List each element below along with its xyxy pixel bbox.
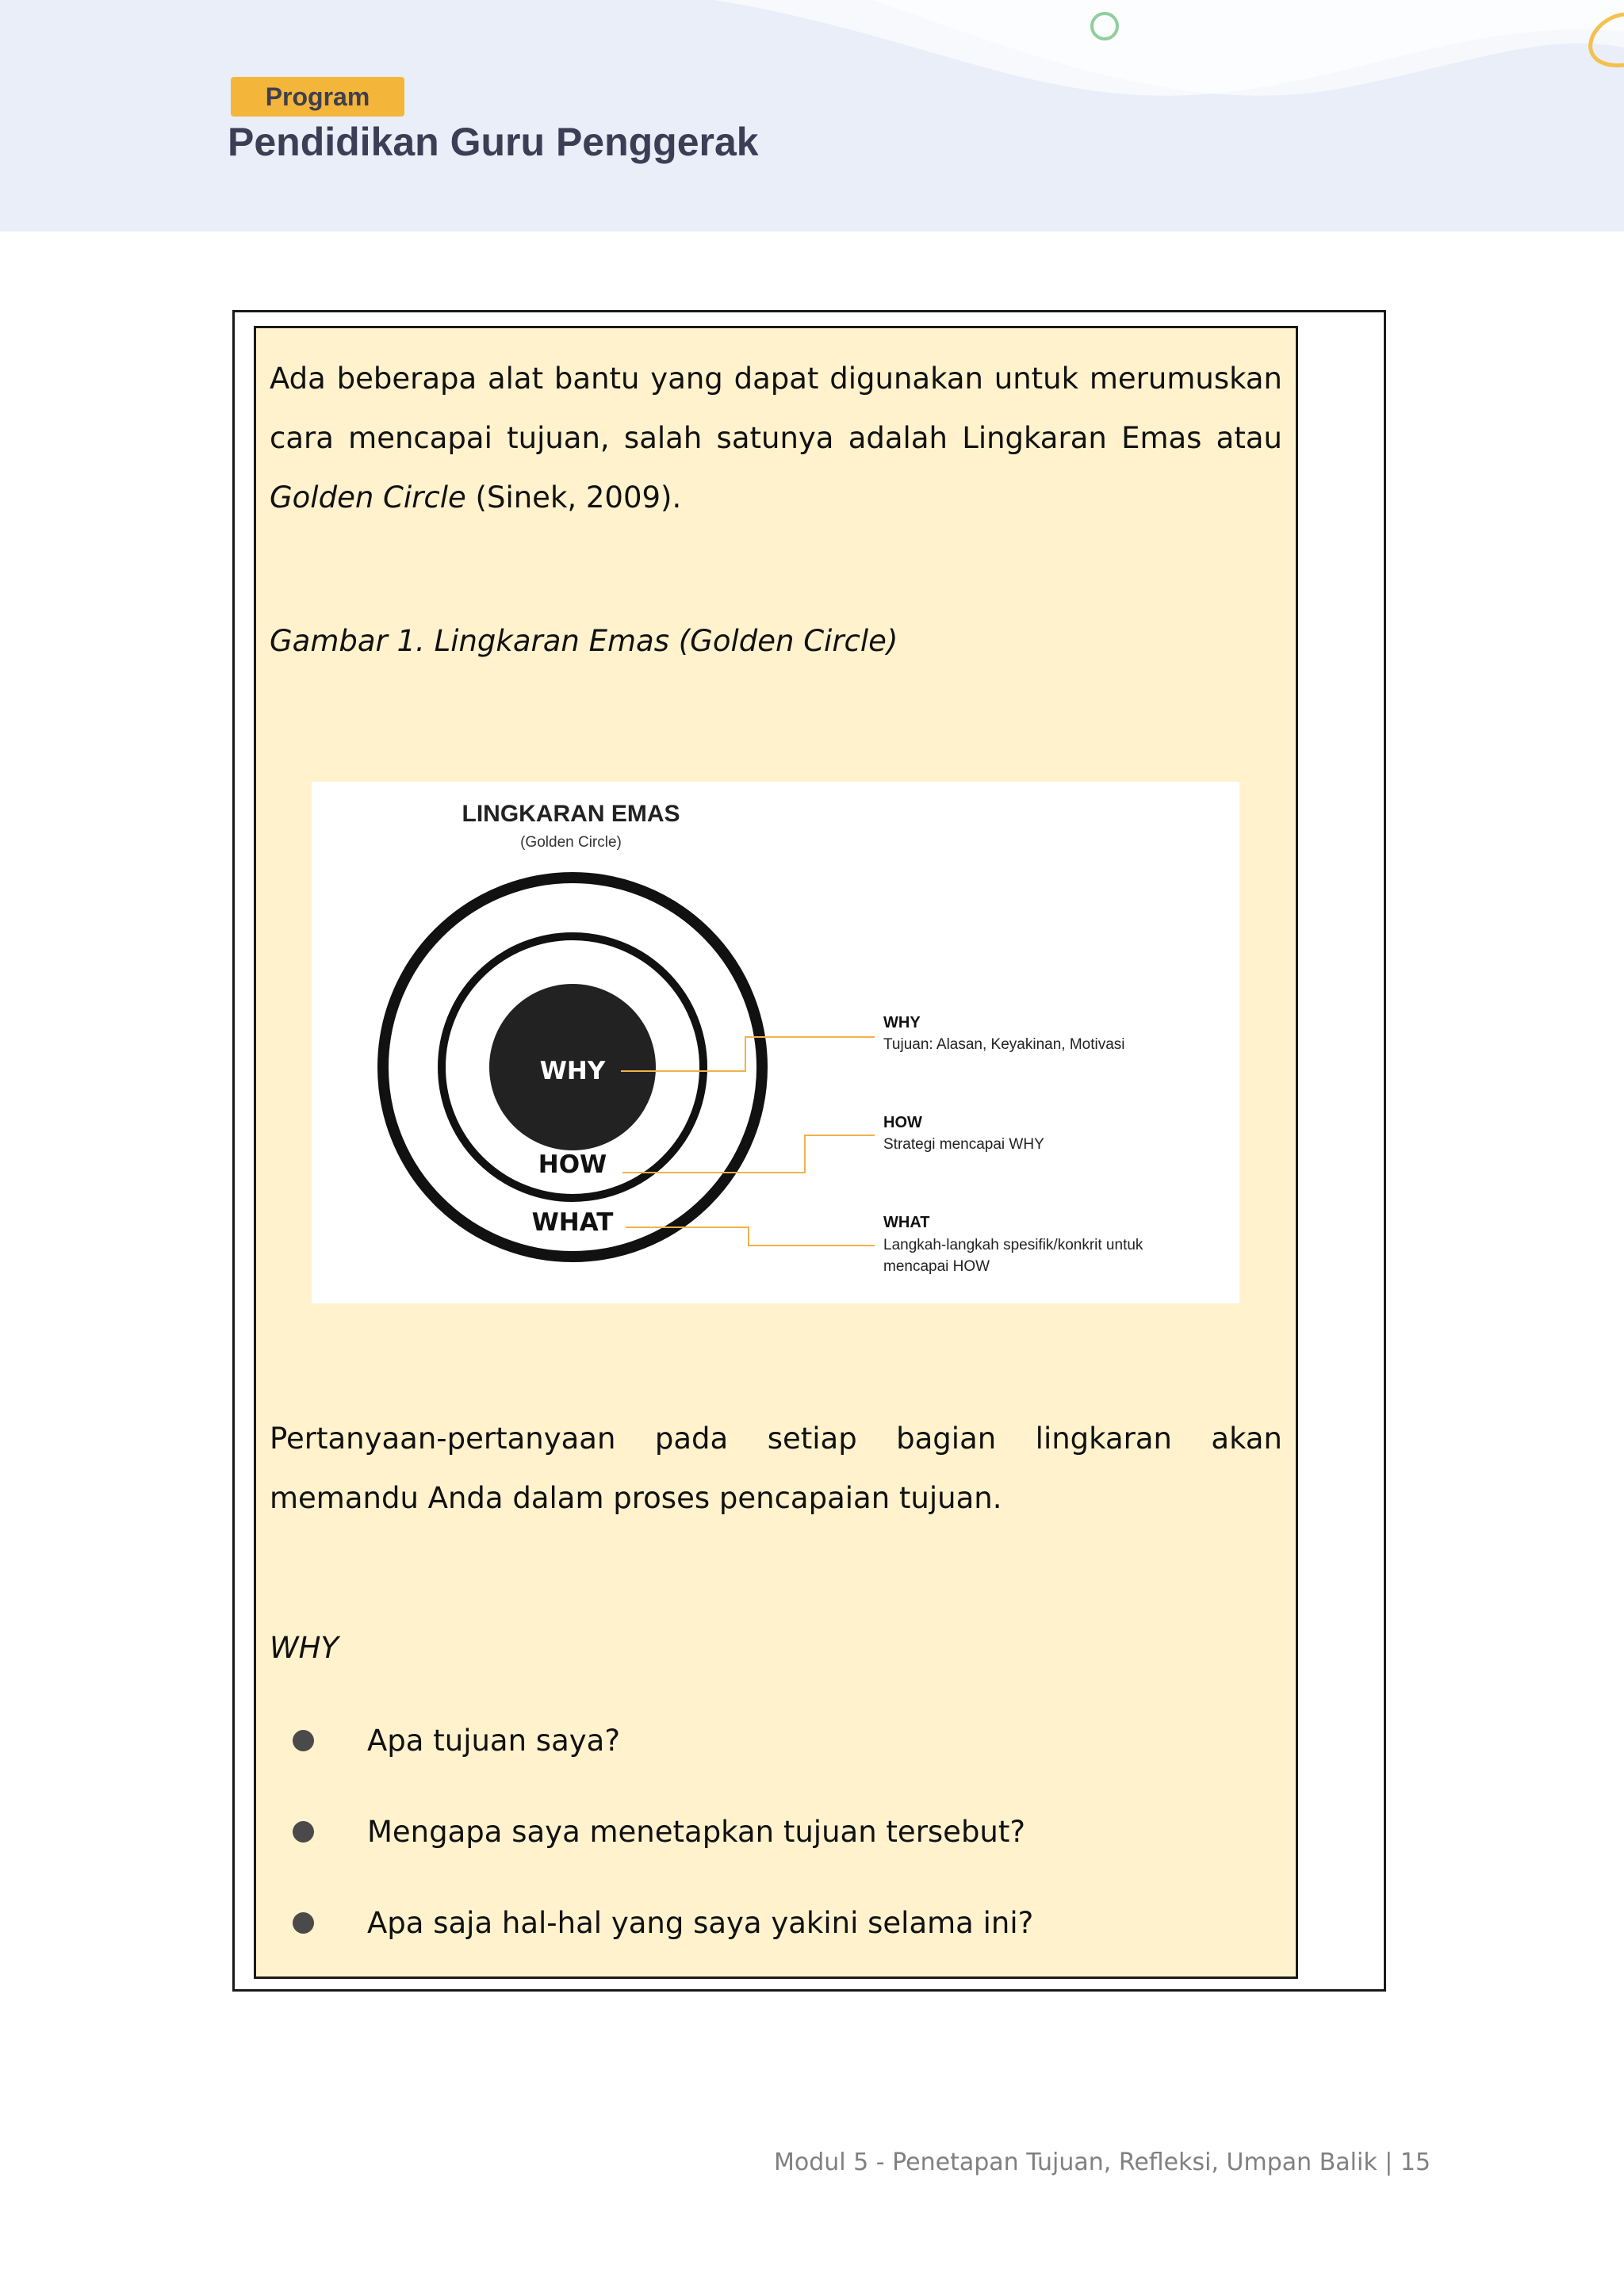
list-item [270,1900,1277,1947]
bullet-icon [293,1821,314,1843]
list-item [270,1808,1277,1856]
why-ring-label: WHY [539,1057,606,1085]
why-heading: WHY [270,1631,339,1665]
what-callout-text-1: Langkah-langkah spesifik/konkrit untuk [883,1237,1143,1253]
what-callout-text-2: mencapai HOW [883,1258,990,1275]
figure-caption: Gambar 1. Lingkaran Emas (Golden Circle) [270,624,898,658]
list-item [270,1717,1277,1765]
why-callout-heading: WHY [883,1014,921,1031]
bullet-icon [293,1730,314,1751]
how-ring-label: HOW [538,1150,607,1179]
intro-citation: (Sinek, 2009). [465,480,682,515]
list-item-text: Mengapa saya menetapkan tujuan tersebut? [367,1815,1026,1849]
bullet-icon [293,1912,314,1934]
list-item-text: Apa saja hal-hal yang saya yakini selama ini? [367,1906,1034,1940]
diagram-title: LINGKARAN EMAS [462,801,680,827]
intro-paragraph [270,349,1282,527]
diagram-subtitle: (Golden Circle) [520,834,622,851]
intro-emphasis: Golden Circle [270,480,466,515]
guidance-paragraph: Pertanyaan-pertanyaan pada setiap bagian lingkaran akan memandu Anda dalam proses pencapaian tujuan. [270,1422,1282,1515]
intro-text: Ada beberapa alat bantu yang dapat digunakan untuk merumuskan cara mencapai tujuan, salah satunya adalah Lingkaran Emas atau [270,362,1282,455]
why-callout-text: Tujuan: Alasan, Keyakinan, Motivasi [883,1036,1125,1053]
what-ring-label: WHAT [531,1208,614,1237]
how-callout-heading: HOW [883,1114,922,1131]
golden-circle-diagram [312,782,1239,1303]
page-footer: Modul 5 - Penetapan Tujuan, Refleksi, Umpan Balik | 15 [774,2149,1431,2176]
program-title: Pendidikan Guru Penggerak [228,120,759,164]
how-callout-text: Strategi mencapai WHY [883,1136,1044,1153]
what-callout-heading: WHAT [883,1214,930,1231]
list-item-text: Apa tujuan saya? [367,1724,620,1758]
program-badge: Program [231,77,404,117]
